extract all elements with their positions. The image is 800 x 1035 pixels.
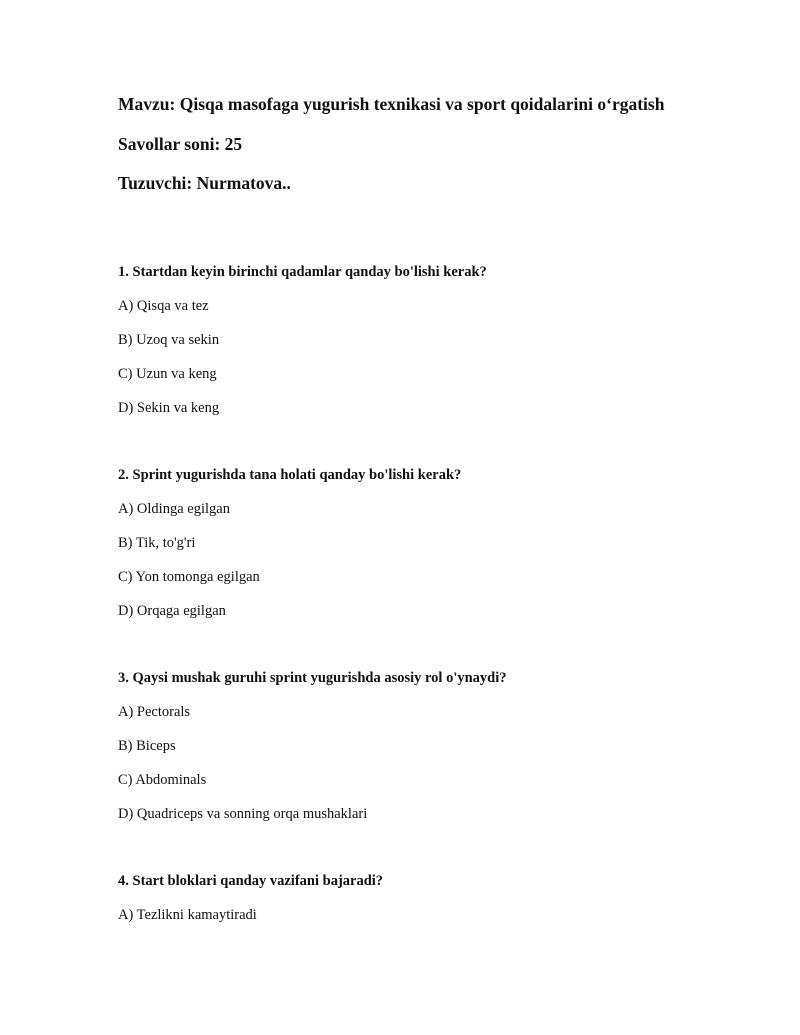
- question-text: 3. Qaysi mushak guruhi sprint yugurishda asosiy rol o'ynaydi?: [118, 670, 507, 686]
- topic-title: Mavzu: Qisqa masofaga yugurish texnikasi va sport qoidalarini o‘rgatish: [118, 94, 665, 114]
- answer-option-b: B) Biceps: [118, 738, 176, 754]
- answer-option-d: D) Sekin va keng: [118, 400, 220, 416]
- question-1: [118, 262, 718, 418]
- answer-option-b: B) Uzoq va sekin: [118, 332, 220, 348]
- answer-option-a: A) Pectorals: [118, 704, 191, 720]
- question-text: 2. Sprint yugurishda tana holati qanday bo'lishi kerak?: [118, 467, 462, 483]
- answer-option-a: A) Qisqa va tez: [118, 298, 209, 314]
- answer-option-d: D) Orqaga egilgan: [118, 603, 226, 619]
- answer-option-c: C) Uzun va keng: [118, 366, 217, 382]
- document-header: [118, 92, 678, 194]
- answer-option-d: D) Quadriceps va sonning orqa mushaklari: [118, 806, 368, 822]
- answer-option-a: A) Oldinga egilgan: [118, 501, 230, 517]
- answer-option-c: C) Yon tomonga egilgan: [118, 569, 260, 585]
- question-2: [118, 465, 718, 621]
- answer-option-a: A) Tezlikni kamaytiradi: [118, 907, 257, 923]
- question-text: 1. Startdan keyin birinchi qadamlar qanday bo'lishi kerak?: [118, 264, 487, 280]
- question-count: Savollar soni: 25: [118, 134, 243, 154]
- answer-option-c: C) Abdominals: [118, 772, 207, 788]
- question-3: [118, 668, 718, 824]
- question-text: 4. Start bloklari qanday vazifani bajaradi?: [118, 873, 384, 889]
- answer-option-b: B) Tik, to'g'ri: [118, 535, 196, 551]
- question-4: [118, 871, 718, 925]
- author-line: Tuzuvchi: Nurmatova..: [118, 173, 291, 193]
